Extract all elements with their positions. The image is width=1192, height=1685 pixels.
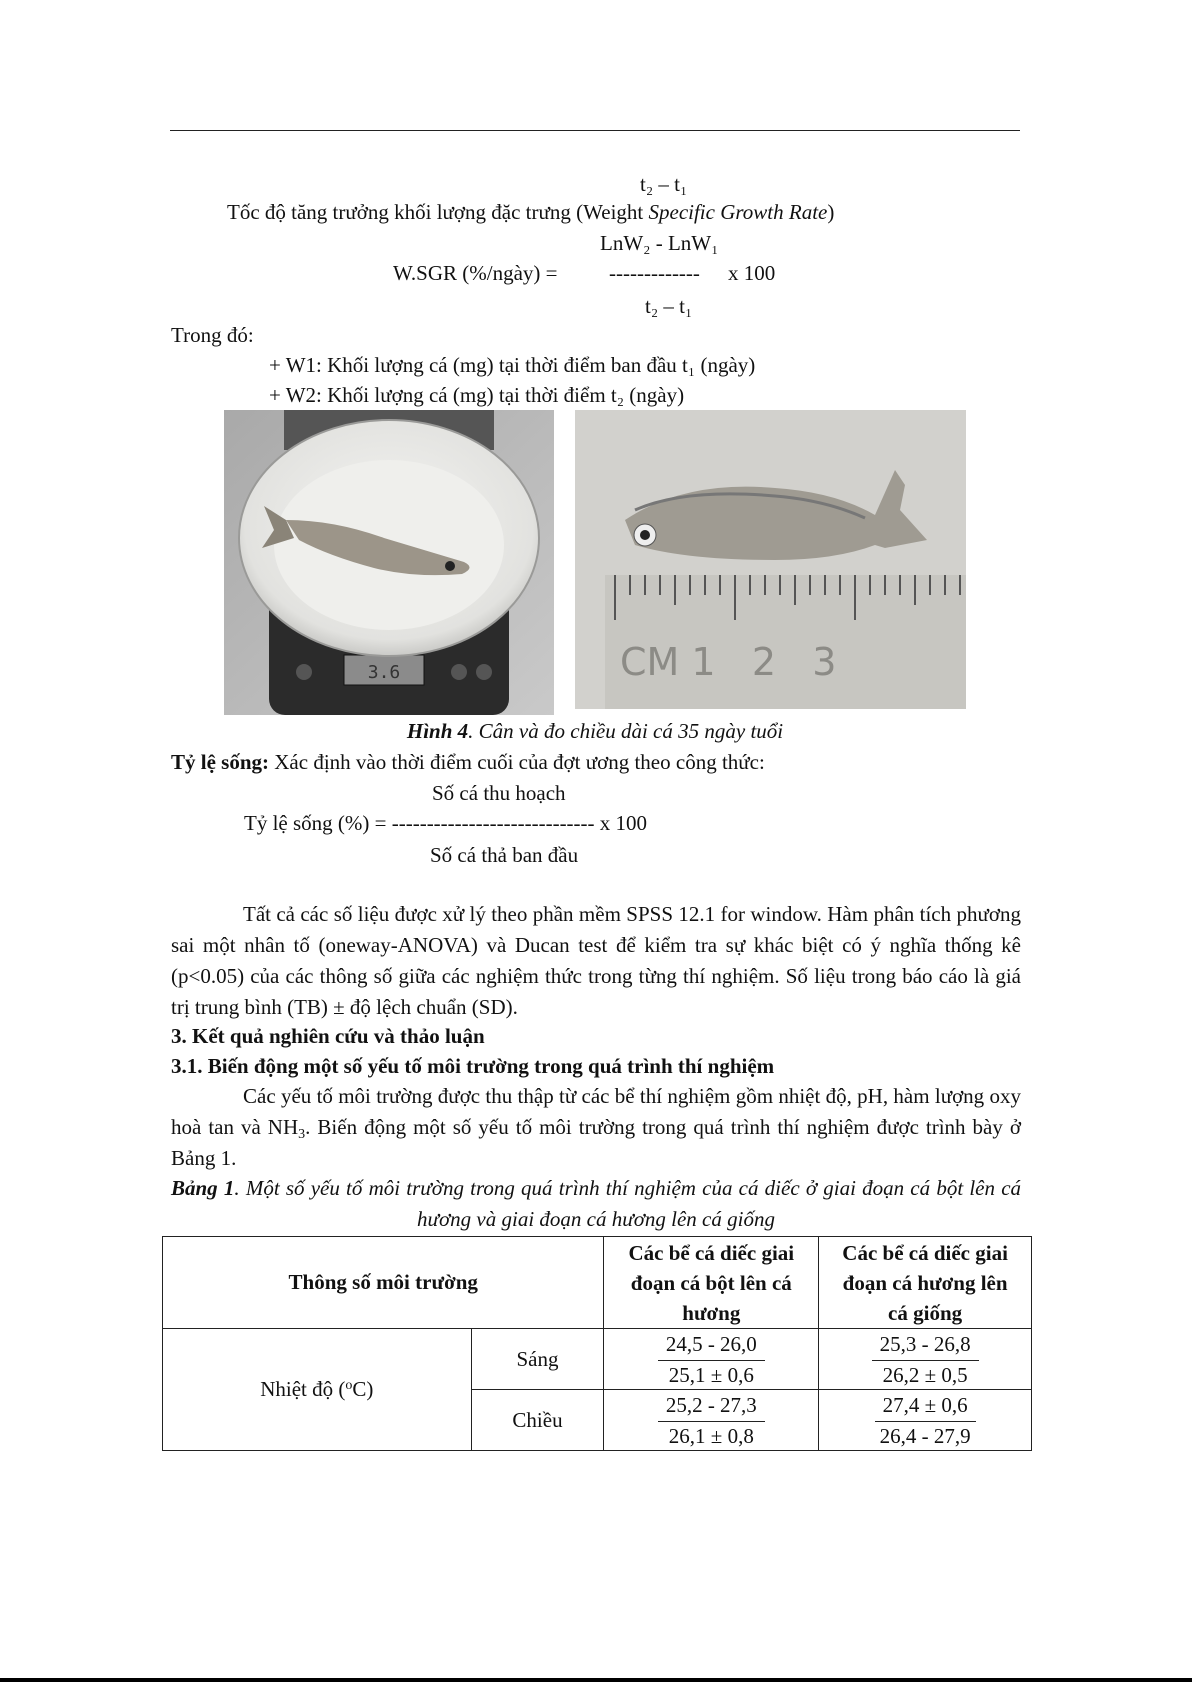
header-rule bbox=[170, 130, 1020, 131]
survival-label: Tỷ lệ sống: bbox=[171, 750, 270, 774]
section-3-1-heading: 3.1. Biến động một số yếu tố môi trường trong quá trình thí nghiệm bbox=[171, 1054, 775, 1078]
sgr-heading-post: ) bbox=[827, 200, 835, 224]
morning-label: Sáng bbox=[471, 1329, 604, 1390]
header-fry-to-fingerling: Các bể cá diếc giai đoạn cá bột lên cá hương bbox=[604, 1237, 819, 1329]
header-parameter: Thông số môi trường bbox=[163, 1237, 604, 1329]
figure-caption-label: Hình 4 bbox=[406, 719, 469, 743]
env-paragraph-pre: Các yếu tố môi trường được thu thập từ các bể thí nghiệm gồm nhiệt độ, pH, hàm lượng oxy hoà tan và NH bbox=[171, 1084, 1021, 1139]
env-paragraph-post: . Biến động một số yếu tố môi trường trong quá trình thí nghiệm được trình bày ở Bảng 1. bbox=[171, 1115, 1021, 1170]
cell-morning-col2 bbox=[819, 1329, 1032, 1390]
sgr-times: x 100 bbox=[728, 261, 776, 285]
figure-caption bbox=[407, 721, 783, 742]
sgr-heading bbox=[227, 202, 834, 223]
survival-formula: Tỷ lệ sống (%) = ----------------------------- x 100 bbox=[244, 811, 648, 835]
formula-denominator-top: t₂ – t₁ bbox=[640, 172, 688, 196]
sgr-heading-pre: Tốc độ tăng trưởng khối lượng đặc trưng (Weight bbox=[227, 200, 649, 224]
table-header-row bbox=[163, 1237, 1032, 1329]
table-caption-label: Bảng 1 bbox=[171, 1176, 235, 1200]
morning-col2-range: 25,3 - 26,8 bbox=[872, 1330, 979, 1361]
photo-fish-on-scale bbox=[224, 410, 554, 715]
w2-definition: + W2: Khối lượng cá (mg) tại thời điểm t₂ (ngày) bbox=[269, 383, 685, 407]
morning-col1-mean: 25,1 ± 0,6 bbox=[668, 1362, 754, 1387]
afternoon-label: Chiều bbox=[471, 1390, 604, 1451]
section-3-heading: 3. Kết quả nghiên cứu và thảo luận bbox=[171, 1024, 485, 1048]
table-caption-body: . Một số yếu tố môi trường trong quá trình thí nghiệm của cá diếc ở giai đoạn cá bột lên cá hương và giai đoạn cá hương lên cá giống bbox=[234, 1176, 1022, 1231]
table-caption bbox=[171, 1173, 1021, 1235]
sgr-lhs: W.SGR (%/ngày) = bbox=[393, 261, 558, 285]
cell-morning-col1 bbox=[604, 1329, 819, 1390]
cell-afternoon-col2 bbox=[819, 1390, 1032, 1451]
cell-afternoon-col1 bbox=[604, 1390, 819, 1451]
where-label: Trong đó: bbox=[171, 323, 254, 347]
sgr-dashes: ------------- bbox=[609, 261, 700, 285]
temperature-label-post: C) bbox=[352, 1377, 374, 1401]
figure-caption-text: . Cân và đo chiều dài cá 35 ngày tuổi bbox=[468, 719, 784, 743]
table-caption-text bbox=[171, 1173, 1021, 1235]
afternoon-col1-mean: 26,1 ± 0,8 bbox=[668, 1423, 754, 1448]
environment-table bbox=[162, 1236, 1032, 1451]
table-row bbox=[163, 1329, 1032, 1390]
survival-line bbox=[171, 752, 765, 773]
fish-ruler-illustration bbox=[575, 410, 966, 709]
stats-paragraph bbox=[171, 899, 1021, 1023]
afternoon-col2-top: 27,4 ± 0,6 bbox=[875, 1391, 976, 1422]
fish-scale-illustration bbox=[224, 410, 554, 715]
header-fingerling-to-juvenile: Các bể cá diếc giai đoạn cá hương lên cá giống bbox=[819, 1237, 1032, 1329]
morning-col2-mean: 26,2 ± 0,5 bbox=[882, 1362, 968, 1387]
ruler-label: CM 1 2 3 bbox=[620, 640, 837, 684]
temperature-label bbox=[163, 1329, 472, 1451]
temperature-label-pre: Nhiệt độ ( bbox=[260, 1377, 346, 1401]
survival-numerator: Số cá thu hoạch bbox=[432, 781, 566, 805]
sgr-numerator: LnW₂ - LnW₁ bbox=[600, 231, 719, 255]
stats-paragraph-text: Tất cả các số liệu được xử lý theo phần mềm SPSS 12.1 for window. Hàm phân tích phương sai một nhân tố (oneway-ANOVA) và Ducan test để kiểm tra sự khác biệt có ý nghĩa thống kê (p<0.05) của các thông số giữa các nghiệm thức trong từng thí nghiệm. Số liệu trong báo cáo là giá trị trung bình (TB) ± độ lệch chuẩn (SD). bbox=[171, 902, 1021, 1019]
temperature-label-sup: o bbox=[345, 1378, 353, 1393]
w1-definition: + W1: Khối lượng cá (mg) tại thời điểm ban đầu t₁ (ngày) bbox=[269, 353, 756, 377]
afternoon-col1-range: 25,2 - 27,3 bbox=[658, 1391, 765, 1422]
photo-fish-on-ruler bbox=[575, 410, 966, 709]
env-paragraph-text bbox=[171, 1081, 1021, 1174]
survival-text: Xác định vào thời điểm cuối của đợt ương theo công thức: bbox=[269, 750, 765, 774]
survival-denominator: Số cá thả ban đầu bbox=[430, 843, 579, 867]
morning-col1-range: 24,5 - 26,0 bbox=[658, 1330, 765, 1361]
scale-display: 3.6 bbox=[367, 662, 401, 683]
footer-rule bbox=[0, 1678, 1192, 1682]
sgr-denominator: t₂ – t₁ bbox=[645, 294, 693, 318]
afternoon-col2-bottom: 26,4 - 27,9 bbox=[879, 1423, 971, 1448]
env-paragraph bbox=[171, 1081, 1021, 1174]
sgr-heading-italic: Specific Growth Rate bbox=[648, 200, 828, 224]
env-paragraph-sub: 3 bbox=[298, 1127, 306, 1142]
